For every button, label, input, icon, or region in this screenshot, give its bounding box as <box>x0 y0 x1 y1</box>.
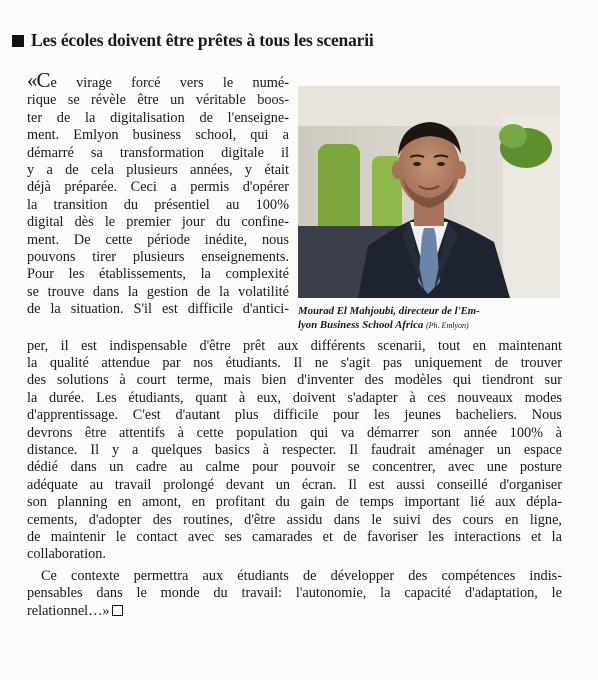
full-width-line: per, il est indispensable d'être prêt aux différents scenarii, tout en maintenant <box>27 337 562 354</box>
headline-square-icon <box>12 35 24 47</box>
left-column-text <box>27 68 289 319</box>
full-width-line: collaboration. <box>27 546 107 563</box>
left-column-line: digital dès le premier jour du confine- <box>27 214 289 231</box>
left-column-line: démarré sa transformation digitale il <box>27 144 289 161</box>
portrait-illustration <box>298 86 560 298</box>
left-column-line: rique se révèle être un véritable boos- <box>27 92 289 109</box>
caption-line-2: lyon Business School Africa <box>298 319 424 331</box>
photo-caption <box>298 304 568 333</box>
left-column-line: pouvons tirer plusieurs enseignements. <box>27 249 289 266</box>
end-of-article-box-icon <box>112 605 123 616</box>
photo-credit: (Ph. Emlyon) <box>426 321 469 330</box>
article-headline <box>12 30 582 51</box>
left-column-line <box>27 68 289 92</box>
closing-line: pensables dans le monde du travail: l'autonomie, la capacité d'adaptation, le <box>27 585 562 602</box>
closing-line: Ce contexte permettra aux étudiants de développer des compétences indis- <box>41 567 562 584</box>
left-column-line: se trouve dans la gestion de la volatilité <box>27 283 289 300</box>
full-width-line: distance. Il y a quelques basics à respecter. Il faudrait aménager un espace <box>27 442 562 459</box>
drop-cap: C <box>36 68 51 92</box>
full-width-line: dédié dans un cadre au calme pour pouvoir se concentrer, avec une posture <box>27 459 562 476</box>
left-column-line: y a de cela plusieurs années, y était <box>27 162 289 179</box>
full-width-line: cements, d'adopter des routines, d'être assidu dans le suivi des cours en ligne, <box>27 511 562 528</box>
closing-paragraph <box>27 568 562 620</box>
left-column-line: ter de la digitalisation de l'enseigne- <box>27 109 289 126</box>
full-width-line: de maintenir le contact avec ses camarades et de favoriser les interactions et la <box>27 529 562 546</box>
opening-quote-mark: « <box>27 68 37 92</box>
full-width-line: la durée. Les étudiants, quant à eux, doivent s'adapter à ces nouveaux modes <box>27 389 562 406</box>
full-width-line: d'apprentissage. C'est d'autant plus difficile pour les jeunes bacheliers. Nous <box>27 407 562 424</box>
left-column-line: ment. Emlyon business school, qui a <box>27 127 289 144</box>
full-width-line: des solutions à court terme, mais bien d'inventer des modèles qui tiendront sur <box>27 372 562 389</box>
portrait-photo <box>298 86 560 298</box>
left-column-line: déjà préparée. Ceci a permis d'opérer <box>27 179 289 196</box>
caption-line-1: Mourad El Mahjoubi, directeur de l'Em- <box>298 305 480 317</box>
left-column-line: ment. De cette période inédite, nous <box>27 231 289 248</box>
left-column-line: Pour les établissements, la complexité <box>27 266 289 283</box>
full-width-line: la qualité attendue par nos étudiants. Il ne s'agit pas uniquement de trouver <box>27 355 562 371</box>
left-column-line: la transition du présentiel au 100% <box>27 196 289 213</box>
left-column-line: de la situation. S'il est difficile d'antici- <box>27 301 289 318</box>
headline-text: Les écoles doivent être prêtes à tous les scenarii <box>31 30 374 50</box>
full-width-line: devrons être attentifs à cette population qui va démarrer son année 100% à <box>27 424 562 441</box>
full-width-text <box>27 338 562 564</box>
left-column-line-text: e virage forcé vers le numé- <box>50 75 289 91</box>
closing-line: relationnel…» <box>27 603 562 620</box>
full-width-line: son planning en amont, en profitant du gain de temps important lié aux dépla- <box>27 494 562 511</box>
full-width-line: adéquate au travail prolongé devant un écran. Il est aussi conseillé d'organiser <box>27 476 562 493</box>
